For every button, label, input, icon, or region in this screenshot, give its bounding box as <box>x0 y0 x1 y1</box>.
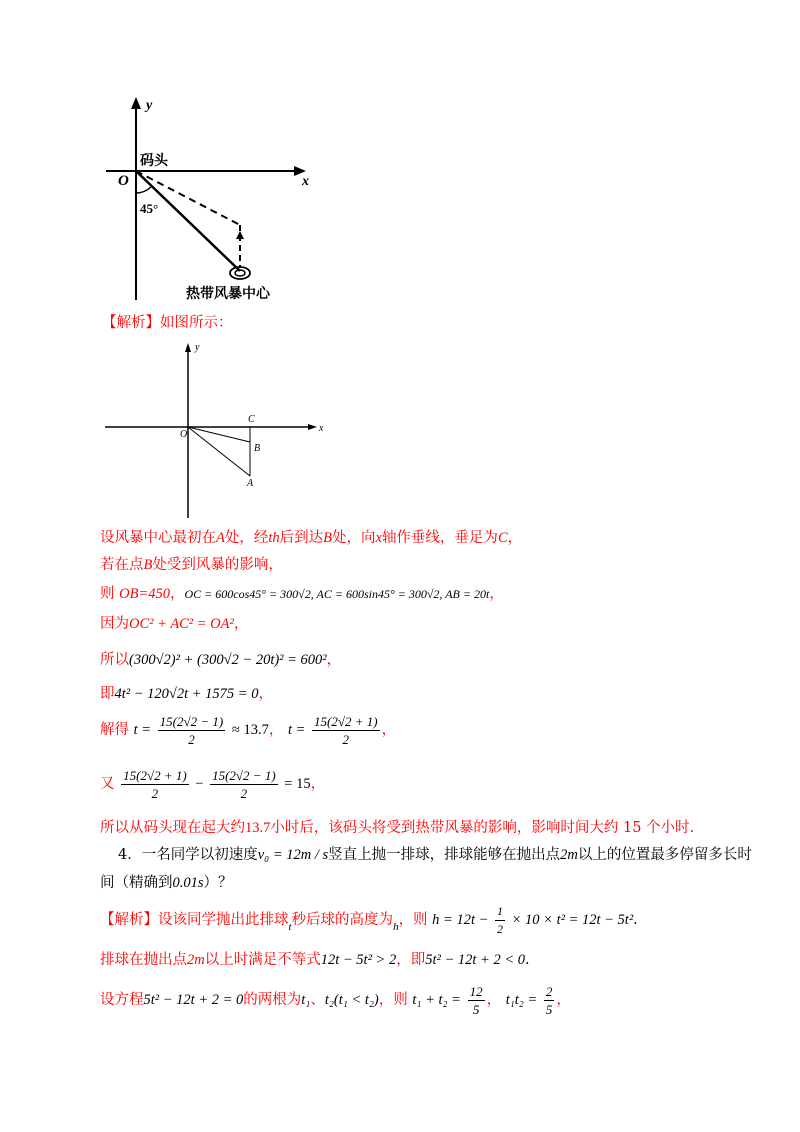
fig1-storm-label: 热带风暴中心 <box>186 286 270 302</box>
angle-arc <box>136 187 151 193</box>
x-axis-arrow-2 <box>308 424 317 430</box>
fig1-origin-label: O <box>118 173 129 189</box>
solution1-line1: 设风暴中心最初在A处，经th后到达B处，向x轴作垂线，垂足为C， <box>100 530 523 546</box>
fig2-origin-label: O <box>180 429 188 440</box>
problem4-line1: 4．一名同学以初速度v₀ = 12m / s竖直上抛一排球，排球能够在抛出点2m以上的位置最多停留多长时 <box>118 847 752 863</box>
figure-geometry <box>100 338 340 523</box>
solution1-line6: 即4t² − 120√2t + 1575 = 0， <box>100 686 273 702</box>
problem4-line2: 间（精确到0.01s）？ <box>100 875 233 891</box>
analysis1-tag: 【解析】 <box>102 315 160 331</box>
solution1-line5: 所以(300√2)² + (300√2 − 20t)² = 600²， <box>100 652 342 668</box>
analysis1-line <box>102 313 233 333</box>
solution1-line4: 因为OC² + AC² = OA²， <box>100 616 249 632</box>
fig1-x-label: x <box>302 174 309 189</box>
dashed-line <box>136 171 240 225</box>
figure-dock-storm <box>100 95 330 305</box>
solution1-line7: 解得 t = $\frac{15(2√2 - 1)}{2}$ ≈ 13.7， t = $\frac{15(2√2 + 1)}{2}$ ， <box>100 713 397 747</box>
analysis2-tag: 【解析】 <box>100 912 158 928</box>
solution1-line3: 则 OB=450，OC = 600cos45° = 300√2, AC = 600sin45° = 300√2, AB = 20t， <box>100 586 504 602</box>
fig2-point-b: B <box>254 443 261 454</box>
analysis2-line2: 排球在抛出点2m以上时满足不等式12t − 5t² > 2，即5t² − 12t + 2 < 0. <box>100 952 530 968</box>
fig2-point-c: C <box>248 414 255 425</box>
solution1-line2: 若在点B处受到风暴的影响， <box>100 557 283 573</box>
solution1-line8: 又 $\frac{15(2√2 + 1)}{2}$ − $\frac{15(2√2 - 1)}{2}$ = 15， <box>100 767 326 801</box>
fig1-angle-label: 45° <box>140 201 159 216</box>
storm-path-line <box>136 171 240 271</box>
analysis1-intro: 如图所示： <box>160 315 233 331</box>
analysis2-line1: 【解析】设该同学抛出此排球$_t$秒后球的高度为$_h$，则 h = 12t − $\frac{1}{2}$ × 10 × t² = 12t − 5t². <box>100 903 638 936</box>
dashed-arrow <box>236 231 244 239</box>
fig2-y-label: y <box>195 342 200 353</box>
storm-center-icon <box>230 267 250 279</box>
solution1-line9: 所以从码头现在起大约13.7小时后，该码头将受到热带风暴的影响，影响时间大约 15 个小时. <box>100 820 695 836</box>
analysis2-line3: 设方程5t² − 12t + 2 = 0的两根为t₁、t₂(t₁ < t₂)，则 t₁ + t₂ = $\frac{12}{5}$ ， t₁t₂ = $\frac{2}{5}$ ， <box>100 983 571 1017</box>
fig2-point-a: A <box>247 478 254 489</box>
fig1-dock-label: 码头 <box>140 153 168 169</box>
y-axis-arrow-2 <box>185 343 191 352</box>
fig1-y-label: y <box>146 98 153 113</box>
fig2-x-label: x <box>319 423 324 434</box>
y-axis-arrow <box>131 97 141 109</box>
